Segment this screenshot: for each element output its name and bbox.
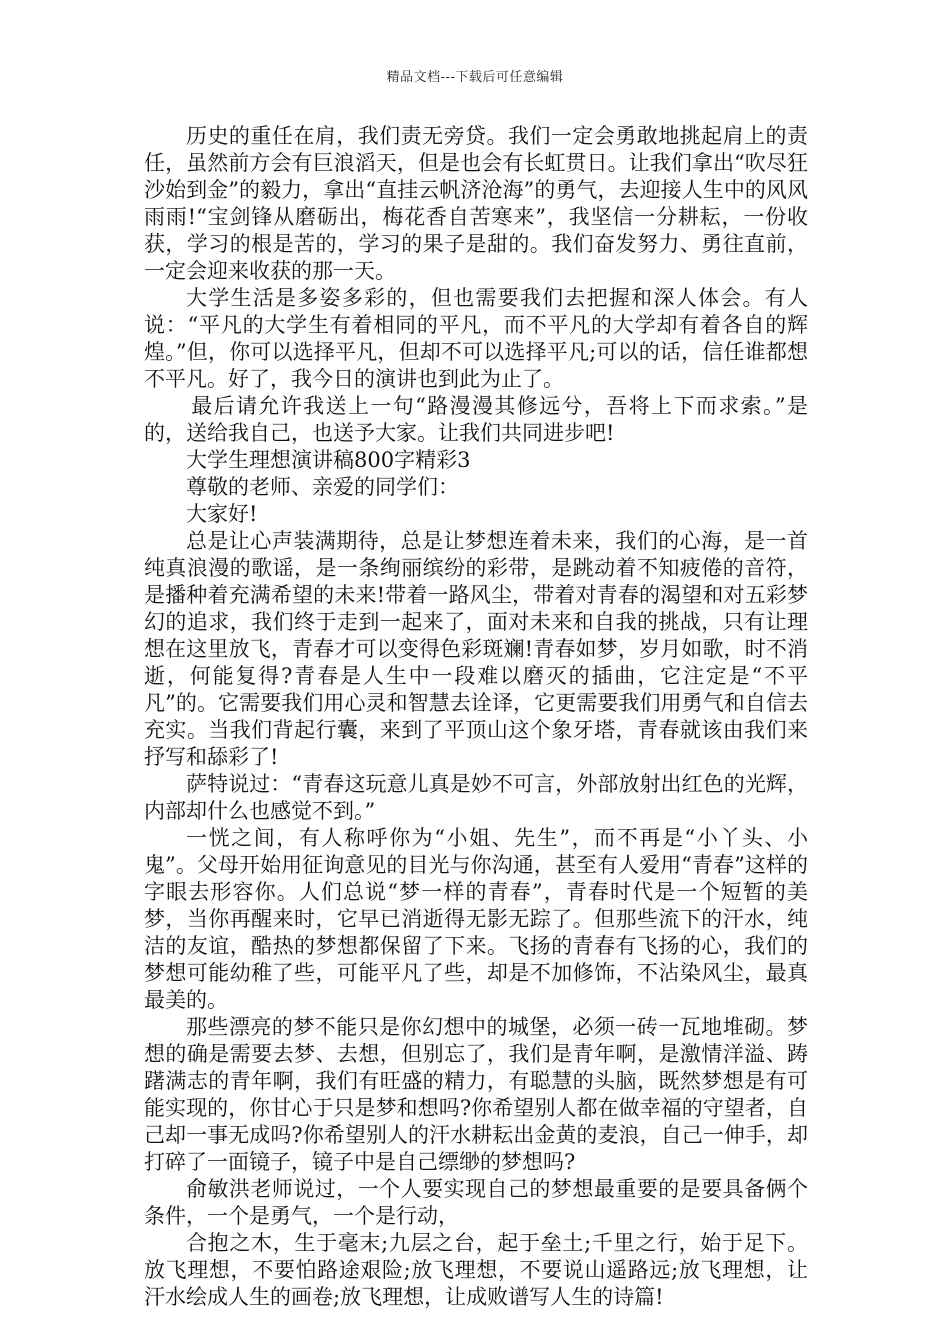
greeting: 大家好! (186, 502, 258, 526)
paragraph-growing-up: 一恍之间，有人称呼你为“小姐、先生”，而不再是“小丫头、小鬼”。父母开始用征询意见的目光与你沟通，甚至有人爱用“青春”这样的字眼去形容你。人们总说“梦一样的青春”，青春时代是一个短暂的美梦，当你再醒来时，它早已消逝得无影无踪了。但那些流下的汗水，纯洁的友谊，酷热的梦想都保留了下来。飞扬的青春有飞扬的心，我们的梦想可能幼稚了些，可能平凡了些，却是不加修饰，不沾染风尘，最真最美的。 (144, 826, 808, 1012)
paragraph-responsibility: 历史的重任在肩，我们责无旁贷。我们一定会勇敢地挑起肩上的责任，虽然前方会有巨浪滔天，但是也会有长虹贯日。让我们拿出“吹尽狂沙始到金”的毅力，拿出“直挂云帆济沧海”的勇气，去迎接人生中的风风雨雨!“宝剑锋从磨砺出，梅花香自苦寒来”，我坚信一分耕耘，一份收获，学习的根是苦的，学习的果子是甜的。我们奋发努力、勇往直前，一定会迎来收获的那一天。 (144, 124, 808, 283)
speech-title: 大学生理想演讲稿800字精彩3 (186, 448, 471, 472)
paragraph-youth-dream: 总是让心声装满期待，总是让梦想连着未来，我们的心海，是一首纯真浪漫的歌谣，是一条绚丽缤纷的彩带，是跳动着不知疲倦的音符，是播种着充满希望的未来!带着一路风尘，带着对青春的渴望和对五彩梦幻的追求，我们终于走到一起来了，面对未来和自我的挑战，只有让理想在这里放飞，青春才可以变得色彩斑斓!青春如梦，岁月如歌，时不消逝，何能复得?青春是人生中一段难以磨灭的插曲，它注定是“不平凡”的。它需要我们用心灵和智慧去诠译，它更需要我们用勇气和自信去充实。当我们背起行囊，来到了平顶山这个象牙塔，青春就该由我们来抒写和舔彩了! (144, 529, 808, 769)
paragraph-closing-quote: 最后请允许我送上一句“路漫漫其修远兮，吾将上下而求索。”是的，送给我自己，也送予大家。让我们共同进步吧! (144, 394, 808, 445)
paragraph-fly-ideals: 合抱之木，生于毫末;九层之台，起于垒土;千里之行，始于足下。放飞理想，不要怕路途艰险;放飞理想，不要说山遥路远;放飞理想，让汗水绘成人生的画卷;放飞理想，让成败谱写人生的诗篇! (144, 1231, 808, 1309)
paragraph-build-dream: 那些漂亮的梦不能只是你幻想中的城堡，必须一砖一瓦地堆砌。梦想的确是需要去梦、去想，但别忘了，我们是青年啊，是激情洋溢、踌躇满志的青年啊，我们有旺盛的精力，有聪慧的头脑，既然梦想是有可能实现的，你甘心于只是梦和想吗?你希望别人都在做幸福的守望者，自己却一事无成吗?你希望别人的汗水耕耘出金黄的麦浪，自己一伸手，却打碎了一面镜子，镜子中是自己缥缈的梦想吗? (144, 1015, 808, 1174)
page-header: 精品文档---下载后可任意编辑 (386, 70, 564, 85)
salutation: 尊敬的老师、亲爱的同学们： (186, 475, 459, 499)
document-body (144, 123, 808, 1311)
paragraph-yu-minhong: 俞敏洪老师说过，一个人要实现自己的梦想最重要的是要具备俩个条件，一个是勇气，一个是行动， (144, 1177, 808, 1228)
paragraph-college-life: 大学生活是多姿多彩的，但也需要我们去把握和深人体会。有人说：“平凡的大学生有着相同的平凡，而不平凡的大学却有着各自的辉煌。”但，你可以选择平凡，但却不可以选择平凡;可以的话，信任谁都想不平凡。好了，我今日的演讲也到此为止了。 (144, 286, 808, 391)
paragraph-sartre-quote: 萨特说过：“青春这玩意儿真是妙不可言，外部放射出红色的光辉，内部却什么也感觉不到。” (144, 772, 808, 823)
